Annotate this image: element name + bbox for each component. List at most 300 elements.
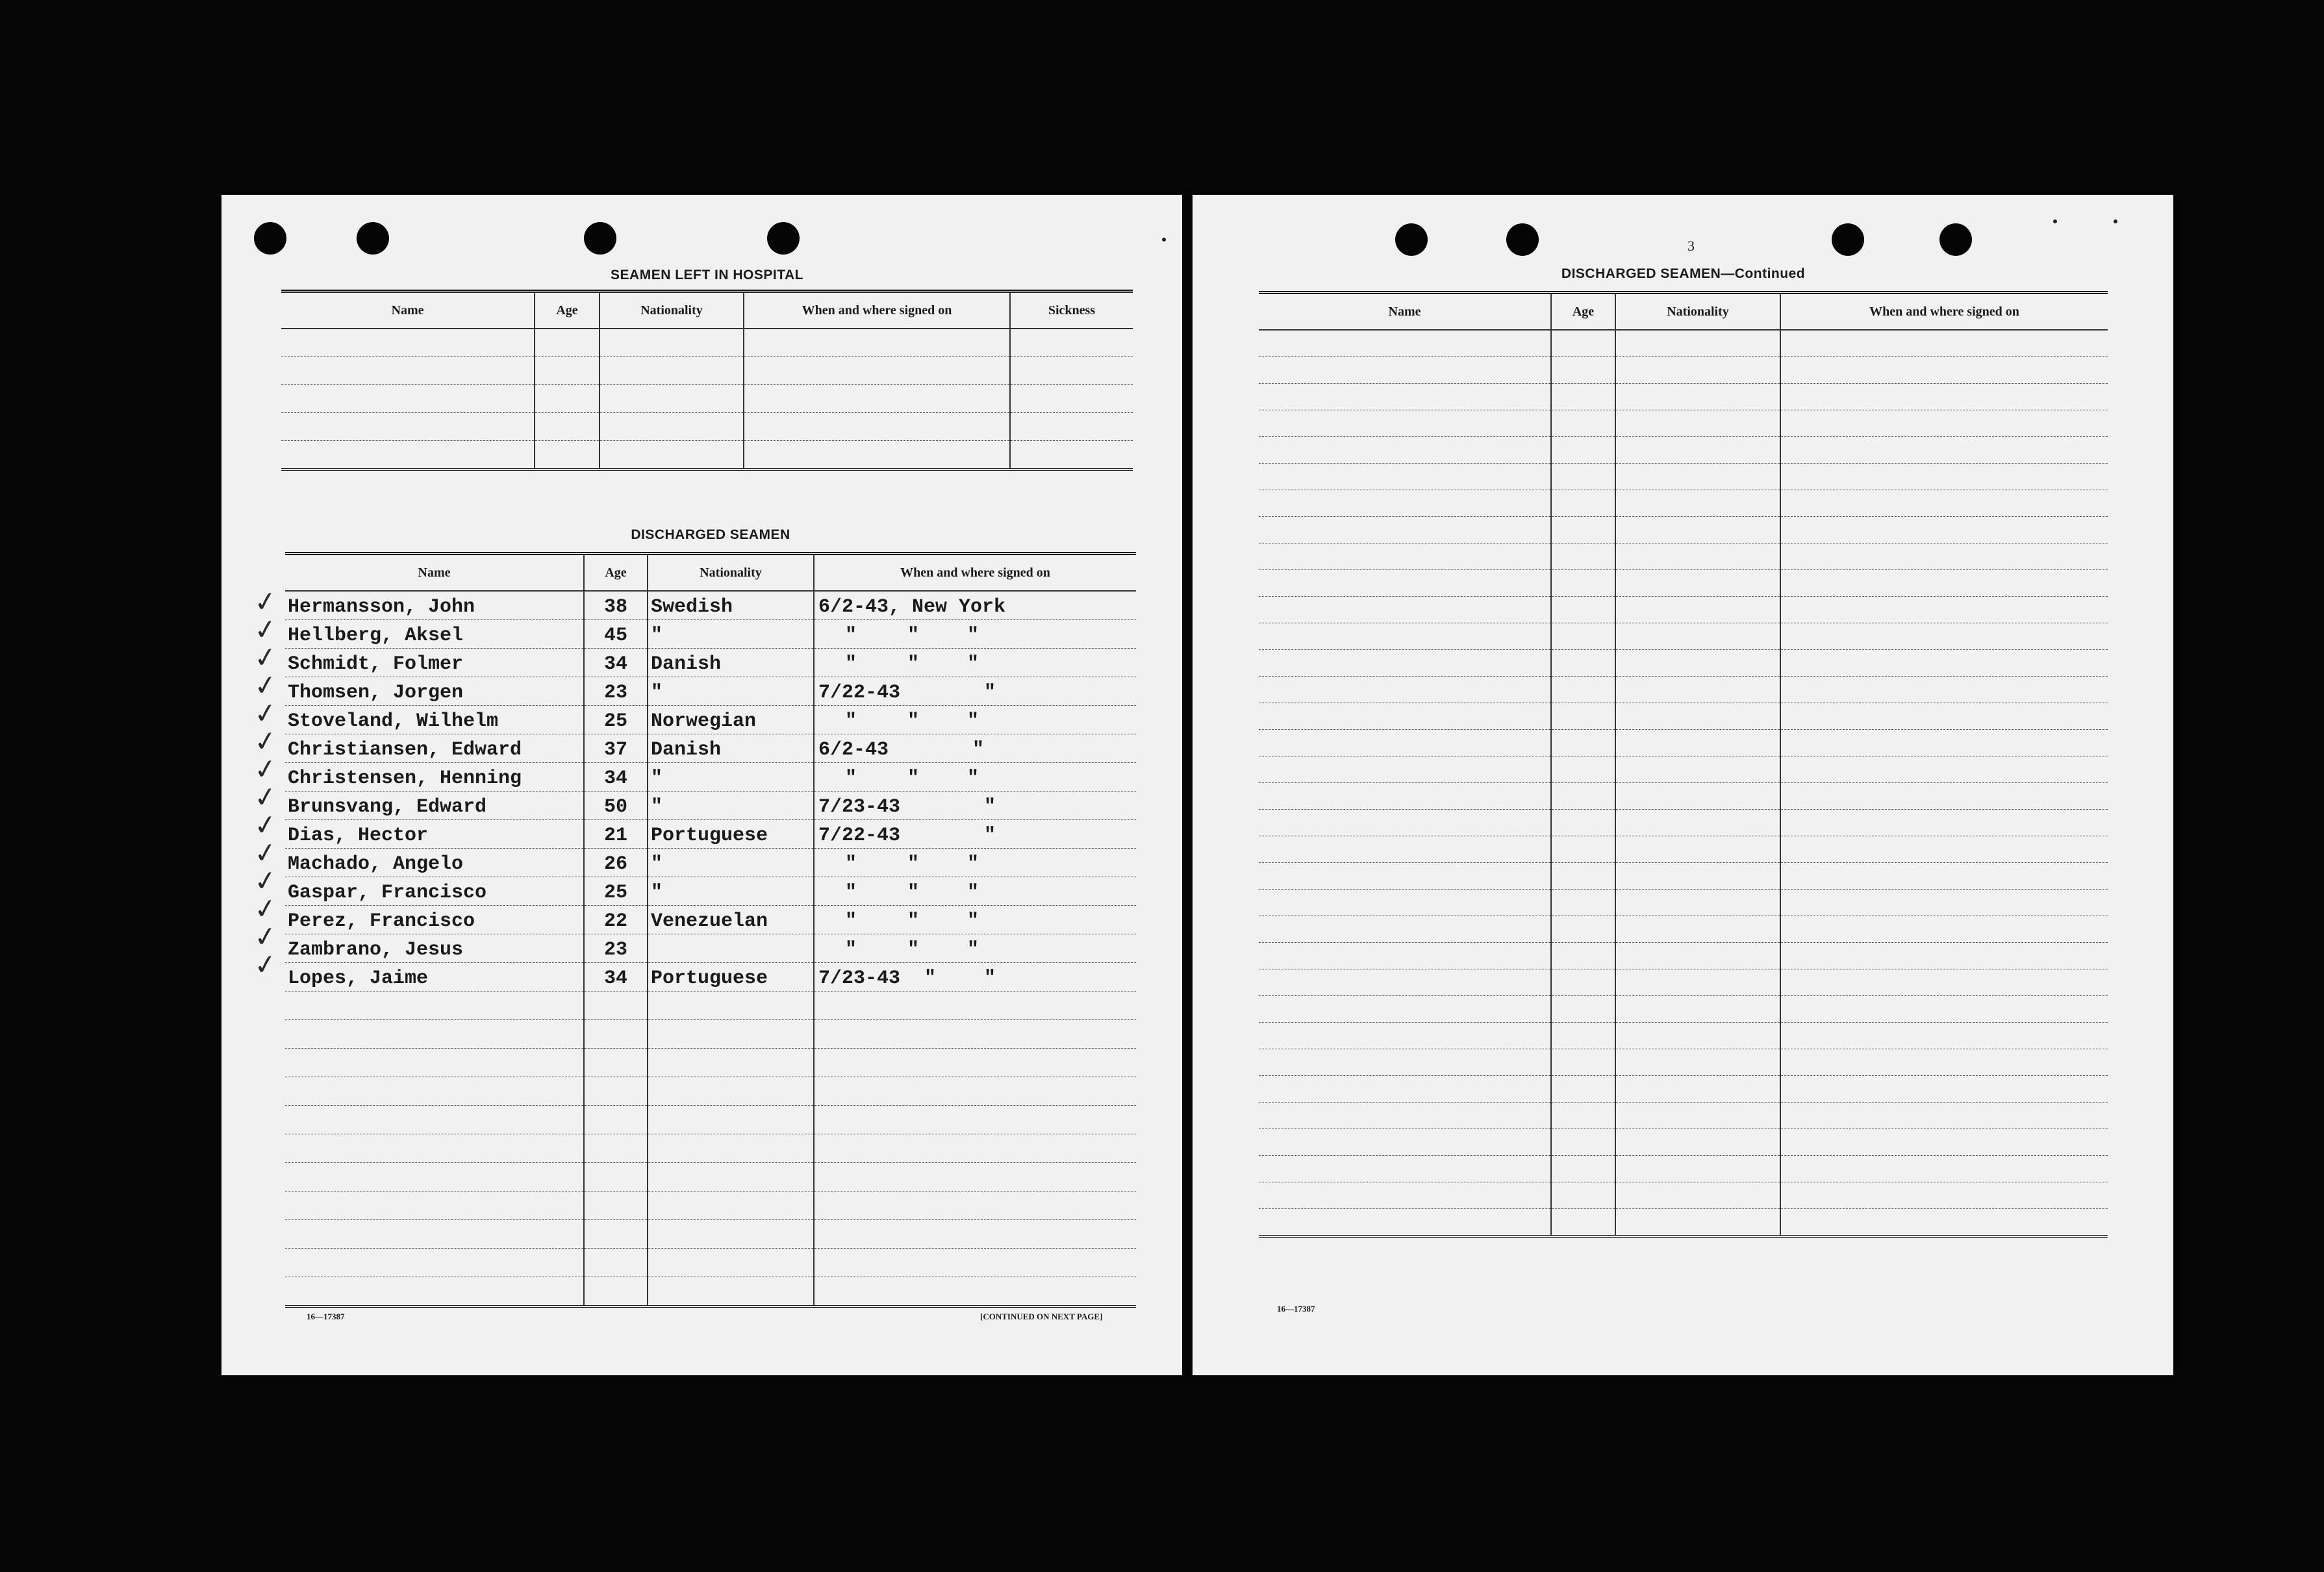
ditto-mark: "	[966, 853, 979, 875]
empty-cell	[1259, 943, 1551, 969]
table-row	[285, 1163, 1136, 1191]
table-row	[1259, 623, 2108, 650]
table-row	[285, 963, 1136, 992]
ditto-mark: "	[966, 882, 979, 904]
punch-hole	[767, 222, 800, 255]
empty-cell	[1551, 703, 1615, 730]
col-header-nationality: Nationality	[600, 292, 744, 329]
empty-cell	[1551, 943, 1615, 969]
empty-cell	[1551, 677, 1615, 703]
table-row	[1259, 703, 2108, 730]
col-header-age: Age	[1551, 293, 1615, 331]
empty-cell	[648, 1249, 814, 1277]
seaman-age: 23	[584, 677, 648, 706]
checkmark-icon: ✓	[251, 891, 279, 927]
table-row	[285, 620, 1136, 649]
seaman-age: 21	[584, 820, 648, 849]
table-row	[1259, 597, 2108, 623]
form-number: 16—17387	[307, 1312, 345, 1321]
empty-cell	[1780, 677, 2108, 703]
empty-cell	[1780, 1049, 2108, 1076]
empty-cell	[1780, 1023, 2108, 1049]
empty-cell	[1615, 623, 1780, 650]
table-row	[1259, 677, 2108, 703]
empty-cell	[1551, 623, 1615, 650]
empty-cell	[1615, 1023, 1780, 1049]
empty-cell	[285, 1191, 584, 1220]
empty-cell	[1780, 650, 2108, 677]
empty-cell	[1551, 384, 1615, 410]
empty-cell	[1780, 623, 2108, 650]
empty-cell	[1551, 996, 1615, 1023]
empty-cell	[1010, 413, 1133, 441]
empty-cell	[1615, 384, 1780, 410]
table-row	[285, 1020, 1136, 1049]
signed-on-date: "	[844, 939, 857, 961]
seaman-nationality: "	[648, 763, 814, 792]
empty-cell	[1551, 490, 1615, 517]
empty-cell	[1615, 1103, 1780, 1129]
signed-on-date: 7/22-43	[818, 682, 901, 704]
empty-cell	[1615, 330, 1780, 357]
table-row	[285, 1134, 1136, 1163]
empty-cell	[1551, 650, 1615, 677]
table-row	[285, 820, 1136, 849]
checkmark-icon: ✓	[251, 947, 279, 982]
signed-on-date: "	[844, 882, 857, 904]
empty-cell	[1551, 730, 1615, 756]
table-row	[285, 1249, 1136, 1277]
seaman-nationality: Danish	[648, 734, 814, 763]
empty-cell	[814, 1249, 1136, 1277]
seaman-name: Schmidt, Folmer	[285, 649, 584, 677]
empty-cell	[744, 329, 1010, 357]
signed-on-date: "	[844, 710, 857, 732]
empty-cell	[814, 1191, 1136, 1220]
signed-on-cell	[814, 734, 1136, 763]
empty-cell	[1551, 330, 1615, 357]
seaman-nationality: Portuguese	[648, 820, 814, 849]
empty-cell	[584, 1134, 648, 1163]
col-header-nationality: Nationality	[648, 554, 814, 592]
continued-table	[1259, 291, 2108, 1238]
empty-cell	[1259, 783, 1551, 810]
empty-cell	[1615, 677, 1780, 703]
empty-cell	[1259, 863, 1551, 890]
empty-cell	[1259, 677, 1551, 703]
col-header-when-where: When and where signed on	[744, 292, 1010, 329]
empty-cell	[1259, 597, 1551, 623]
empty-cell	[814, 1077, 1136, 1106]
signed-on-cell	[814, 906, 1136, 934]
table-row	[1259, 756, 2108, 783]
empty-cell	[1780, 996, 2108, 1023]
ditto-mark: "	[907, 625, 919, 647]
empty-cell	[600, 329, 744, 357]
empty-cell	[1551, 836, 1615, 863]
empty-cell	[1615, 517, 1780, 543]
empty-cell	[1780, 783, 2108, 810]
empty-cell	[1551, 597, 1615, 623]
ditto-mark: "	[966, 710, 979, 732]
empty-cell	[1259, 1129, 1551, 1156]
ditto-mark: "	[984, 682, 996, 704]
signed-on-cell	[814, 706, 1136, 734]
ditto-mark: "	[907, 882, 919, 904]
empty-cell	[1551, 1103, 1615, 1129]
table-row	[285, 992, 1136, 1020]
empty-cell	[281, 385, 535, 413]
empty-cell	[535, 413, 600, 441]
empty-cell	[1615, 490, 1780, 517]
empty-cell	[1615, 730, 1780, 756]
seaman-age: 45	[584, 620, 648, 649]
empty-cell	[1780, 863, 2108, 890]
empty-cell	[648, 1020, 814, 1049]
empty-cell	[1615, 543, 1780, 570]
table-row	[1259, 410, 2108, 437]
empty-cell	[1780, 1129, 2108, 1156]
col-header-when-where: When and where signed on	[1780, 293, 2108, 331]
table-row	[1259, 1076, 2108, 1103]
empty-cell	[1551, 783, 1615, 810]
seaman-name: Hellberg, Aksel	[285, 620, 584, 649]
empty-cell	[1551, 517, 1615, 543]
empty-cell	[285, 1106, 584, 1134]
empty-cell	[535, 385, 600, 413]
table-row	[1259, 330, 2108, 357]
seaman-name: Machado, Angelo	[285, 849, 584, 877]
empty-cell	[584, 1106, 648, 1134]
empty-cell	[281, 413, 535, 441]
empty-cell	[1615, 916, 1780, 943]
empty-cell	[1615, 650, 1780, 677]
empty-cell	[285, 1134, 584, 1163]
empty-cell	[1551, 543, 1615, 570]
empty-cell	[648, 1134, 814, 1163]
table-row	[285, 706, 1136, 734]
seaman-nationality: Danish	[648, 649, 814, 677]
empty-cell	[285, 1049, 584, 1077]
empty-cell	[1259, 1049, 1551, 1076]
speck	[2053, 219, 2057, 223]
signed-on-cell	[814, 649, 1136, 677]
empty-cell	[648, 1106, 814, 1134]
empty-cell	[1615, 410, 1780, 437]
checkmark-icon: ✓	[251, 919, 279, 954]
checkmark-icon: ✓	[251, 807, 279, 843]
empty-cell	[1551, 1129, 1615, 1156]
table-row	[1259, 943, 2108, 969]
empty-cell	[1259, 330, 1551, 357]
empty-cell	[584, 1020, 648, 1049]
table-row	[285, 649, 1136, 677]
empty-cell	[1780, 330, 2108, 357]
table-row	[1259, 357, 2108, 384]
empty-cell	[744, 357, 1010, 385]
signed-on-date: 7/22-43	[818, 825, 901, 847]
table-row	[1259, 1209, 2108, 1237]
empty-cell	[1780, 1156, 2108, 1182]
col-header-age: Age	[584, 554, 648, 592]
empty-cell	[814, 1106, 1136, 1134]
empty-cell	[1780, 836, 2108, 863]
empty-cell	[648, 1077, 814, 1106]
table-row	[1259, 730, 2108, 756]
empty-cell	[1780, 464, 2108, 490]
empty-cell	[1615, 1182, 1780, 1209]
empty-cell	[285, 1077, 584, 1106]
empty-cell	[814, 1163, 1136, 1191]
seaman-age: 34	[584, 763, 648, 792]
table-row	[1259, 863, 2108, 890]
punch-hole	[1939, 223, 1972, 256]
seaman-name: Dias, Hector	[285, 820, 584, 849]
empty-cell	[1551, 464, 1615, 490]
table-row	[1259, 1023, 2108, 1049]
signed-on-date: 7/23-43	[818, 967, 901, 990]
seaman-nationality: Norwegian	[648, 706, 814, 734]
empty-cell	[1780, 916, 2108, 943]
signed-on-date: "	[844, 625, 857, 647]
table-row	[285, 849, 1136, 877]
empty-cell	[1010, 329, 1133, 357]
signed-on-cell	[814, 849, 1136, 877]
empty-cell	[1780, 490, 2108, 517]
table-row	[285, 1049, 1136, 1077]
empty-cell	[814, 1020, 1136, 1049]
col-header-name: Name	[285, 554, 584, 592]
seaman-age: 26	[584, 849, 648, 877]
empty-cell	[1259, 384, 1551, 410]
empty-cell	[1551, 863, 1615, 890]
seaman-nationality	[648, 934, 814, 963]
empty-cell	[1259, 1103, 1551, 1129]
form-number: 16—17387	[1277, 1304, 1315, 1314]
empty-cell	[1780, 969, 2108, 996]
checkmark-icon: ✓	[251, 751, 279, 787]
right-page	[1193, 195, 2173, 1375]
empty-cell	[814, 992, 1136, 1020]
empty-cell	[1259, 357, 1551, 384]
continued-body	[1259, 330, 2108, 1236]
empty-cell	[648, 992, 814, 1020]
checkmark-icon: ✓	[251, 667, 279, 703]
empty-cell	[1551, 1182, 1615, 1209]
table-row	[1259, 890, 2108, 916]
punch-hole	[584, 222, 616, 255]
ditto-mark: "	[907, 853, 919, 875]
empty-cell	[285, 1163, 584, 1191]
empty-cell	[1615, 890, 1780, 916]
table-row	[285, 1077, 1136, 1106]
empty-cell	[1259, 410, 1551, 437]
seaman-age: 38	[584, 591, 648, 620]
table-row	[1259, 1103, 2108, 1129]
seaman-age: 25	[584, 706, 648, 734]
empty-cell	[1615, 1076, 1780, 1103]
checkmark-icon: ✓	[251, 863, 279, 899]
empty-cell	[584, 1220, 648, 1249]
empty-cell	[1551, 410, 1615, 437]
empty-cell	[1259, 730, 1551, 756]
table-row	[1259, 650, 2108, 677]
empty-cell	[281, 329, 535, 357]
table-row	[1259, 490, 2108, 517]
header-row	[285, 554, 1136, 592]
empty-cell	[648, 1049, 814, 1077]
empty-cell	[1780, 570, 2108, 597]
seaman-name: Hermansson, John	[285, 591, 584, 620]
empty-cell	[814, 1220, 1136, 1249]
empty-cell	[1551, 437, 1615, 464]
signed-on-date: 6/2-43, New York	[818, 596, 1006, 618]
empty-cell	[584, 1277, 648, 1307]
seaman-age: 34	[584, 649, 648, 677]
ditto-mark: "	[907, 653, 919, 675]
checkmark-icon: ✓	[251, 723, 279, 759]
signed-on-date: 6/2-43	[818, 739, 889, 761]
punch-hole	[1395, 223, 1428, 256]
empty-cell	[1259, 836, 1551, 863]
empty-cell	[1551, 1156, 1615, 1182]
empty-cell	[648, 1220, 814, 1249]
empty-cell	[600, 413, 744, 441]
seaman-age: 22	[584, 906, 648, 934]
empty-cell	[1551, 756, 1615, 783]
seaman-age: 34	[584, 963, 648, 992]
seaman-nationality: Venezuelan	[648, 906, 814, 934]
empty-cell	[1259, 996, 1551, 1023]
empty-cell	[648, 1191, 814, 1220]
seaman-age: 25	[584, 877, 648, 906]
empty-cell	[1615, 570, 1780, 597]
table-row	[1259, 783, 2108, 810]
col-header-age: Age	[535, 292, 600, 329]
empty-cell	[1780, 943, 2108, 969]
table-row	[1259, 916, 2108, 943]
table-row	[1259, 543, 2108, 570]
empty-cell	[1615, 1156, 1780, 1182]
empty-cell	[1780, 543, 2108, 570]
signed-on-date: "	[844, 767, 857, 790]
empty-cell	[285, 992, 584, 1020]
empty-cell	[1259, 1076, 1551, 1103]
table-row	[1259, 836, 2108, 863]
empty-cell	[1259, 1023, 1551, 1049]
checkmark-icon: ✓	[251, 584, 279, 619]
empty-cell	[535, 357, 600, 385]
signed-on-cell	[814, 963, 1136, 992]
table-row	[285, 591, 1136, 620]
col-header-name: Name	[1259, 293, 1551, 331]
empty-cell	[535, 329, 600, 357]
table-row	[285, 877, 1136, 906]
seaman-name: Lopes, Jaime	[285, 963, 584, 992]
continued-note: [CONTINUED ON NEXT PAGE]	[980, 1312, 1103, 1321]
empty-cell	[1551, 916, 1615, 943]
seaman-nationality: Portuguese	[648, 963, 814, 992]
discharged-section-title: DISCHARGED SEAMEN	[631, 527, 790, 542]
checkmark-icon: ✓	[251, 640, 279, 675]
empty-cell	[1615, 863, 1780, 890]
table-row	[1259, 437, 2108, 464]
empty-cell	[1780, 384, 2108, 410]
empty-cell	[1259, 464, 1551, 490]
hospital-table	[281, 290, 1133, 471]
empty-cell	[1551, 1076, 1615, 1103]
seaman-nationality: "	[648, 677, 814, 706]
empty-cell	[1780, 597, 2108, 623]
signed-on-cell	[814, 877, 1136, 906]
speck	[1162, 238, 1166, 242]
empty-cell	[1615, 810, 1780, 836]
empty-cell	[285, 1249, 584, 1277]
table-row	[1259, 517, 2108, 543]
table-row	[1259, 810, 2108, 836]
checkmark-icon: ✓	[251, 695, 279, 731]
signed-on-cell	[814, 620, 1136, 649]
empty-cell	[584, 992, 648, 1020]
empty-cell	[1010, 357, 1133, 385]
ditto-mark: "	[907, 939, 919, 961]
empty-cell	[1259, 623, 1551, 650]
empty-cell	[1259, 890, 1551, 916]
ditto-mark: "	[924, 967, 937, 990]
empty-cell	[1259, 916, 1551, 943]
empty-cell	[1259, 1182, 1551, 1209]
seaman-name: Thomsen, Jorgen	[285, 677, 584, 706]
left-page	[221, 195, 1182, 1375]
empty-cell	[1259, 517, 1551, 543]
table-row	[285, 763, 1136, 792]
empty-cell	[1259, 437, 1551, 464]
table-row	[1259, 464, 2108, 490]
empty-cell	[600, 385, 744, 413]
empty-cell	[285, 1220, 584, 1249]
checkmark-icon: ✓	[251, 835, 279, 871]
empty-cell	[1010, 385, 1133, 413]
empty-cell	[1615, 996, 1780, 1023]
col-header-when-where: When and where signed on	[814, 554, 1136, 592]
seaman-nationality: "	[648, 792, 814, 820]
signed-on-date: "	[844, 910, 857, 932]
signed-on-cell	[814, 820, 1136, 849]
empty-cell	[1551, 570, 1615, 597]
ditto-mark: "	[907, 767, 919, 790]
empty-cell	[1551, 1023, 1615, 1049]
empty-cell	[1259, 543, 1551, 570]
empty-cell	[1551, 357, 1615, 384]
empty-cell	[281, 357, 535, 385]
ditto-mark: "	[972, 739, 985, 761]
empty-cell	[1615, 969, 1780, 996]
signed-on-date: 7/23-43	[818, 796, 901, 818]
seaman-nationality: "	[648, 877, 814, 906]
seaman-name: Christiansen, Edward	[285, 734, 584, 763]
discharged-body	[285, 591, 1136, 1306]
table-row	[281, 357, 1133, 385]
seaman-nationality: "	[648, 849, 814, 877]
signed-on-date: "	[844, 653, 857, 675]
empty-cell	[1615, 836, 1780, 863]
empty-cell	[1780, 890, 2108, 916]
empty-cell	[1780, 410, 2108, 437]
empty-cell	[648, 1277, 814, 1307]
table-row	[285, 934, 1136, 963]
empty-cell	[744, 441, 1010, 470]
table-row	[1259, 1049, 2108, 1076]
